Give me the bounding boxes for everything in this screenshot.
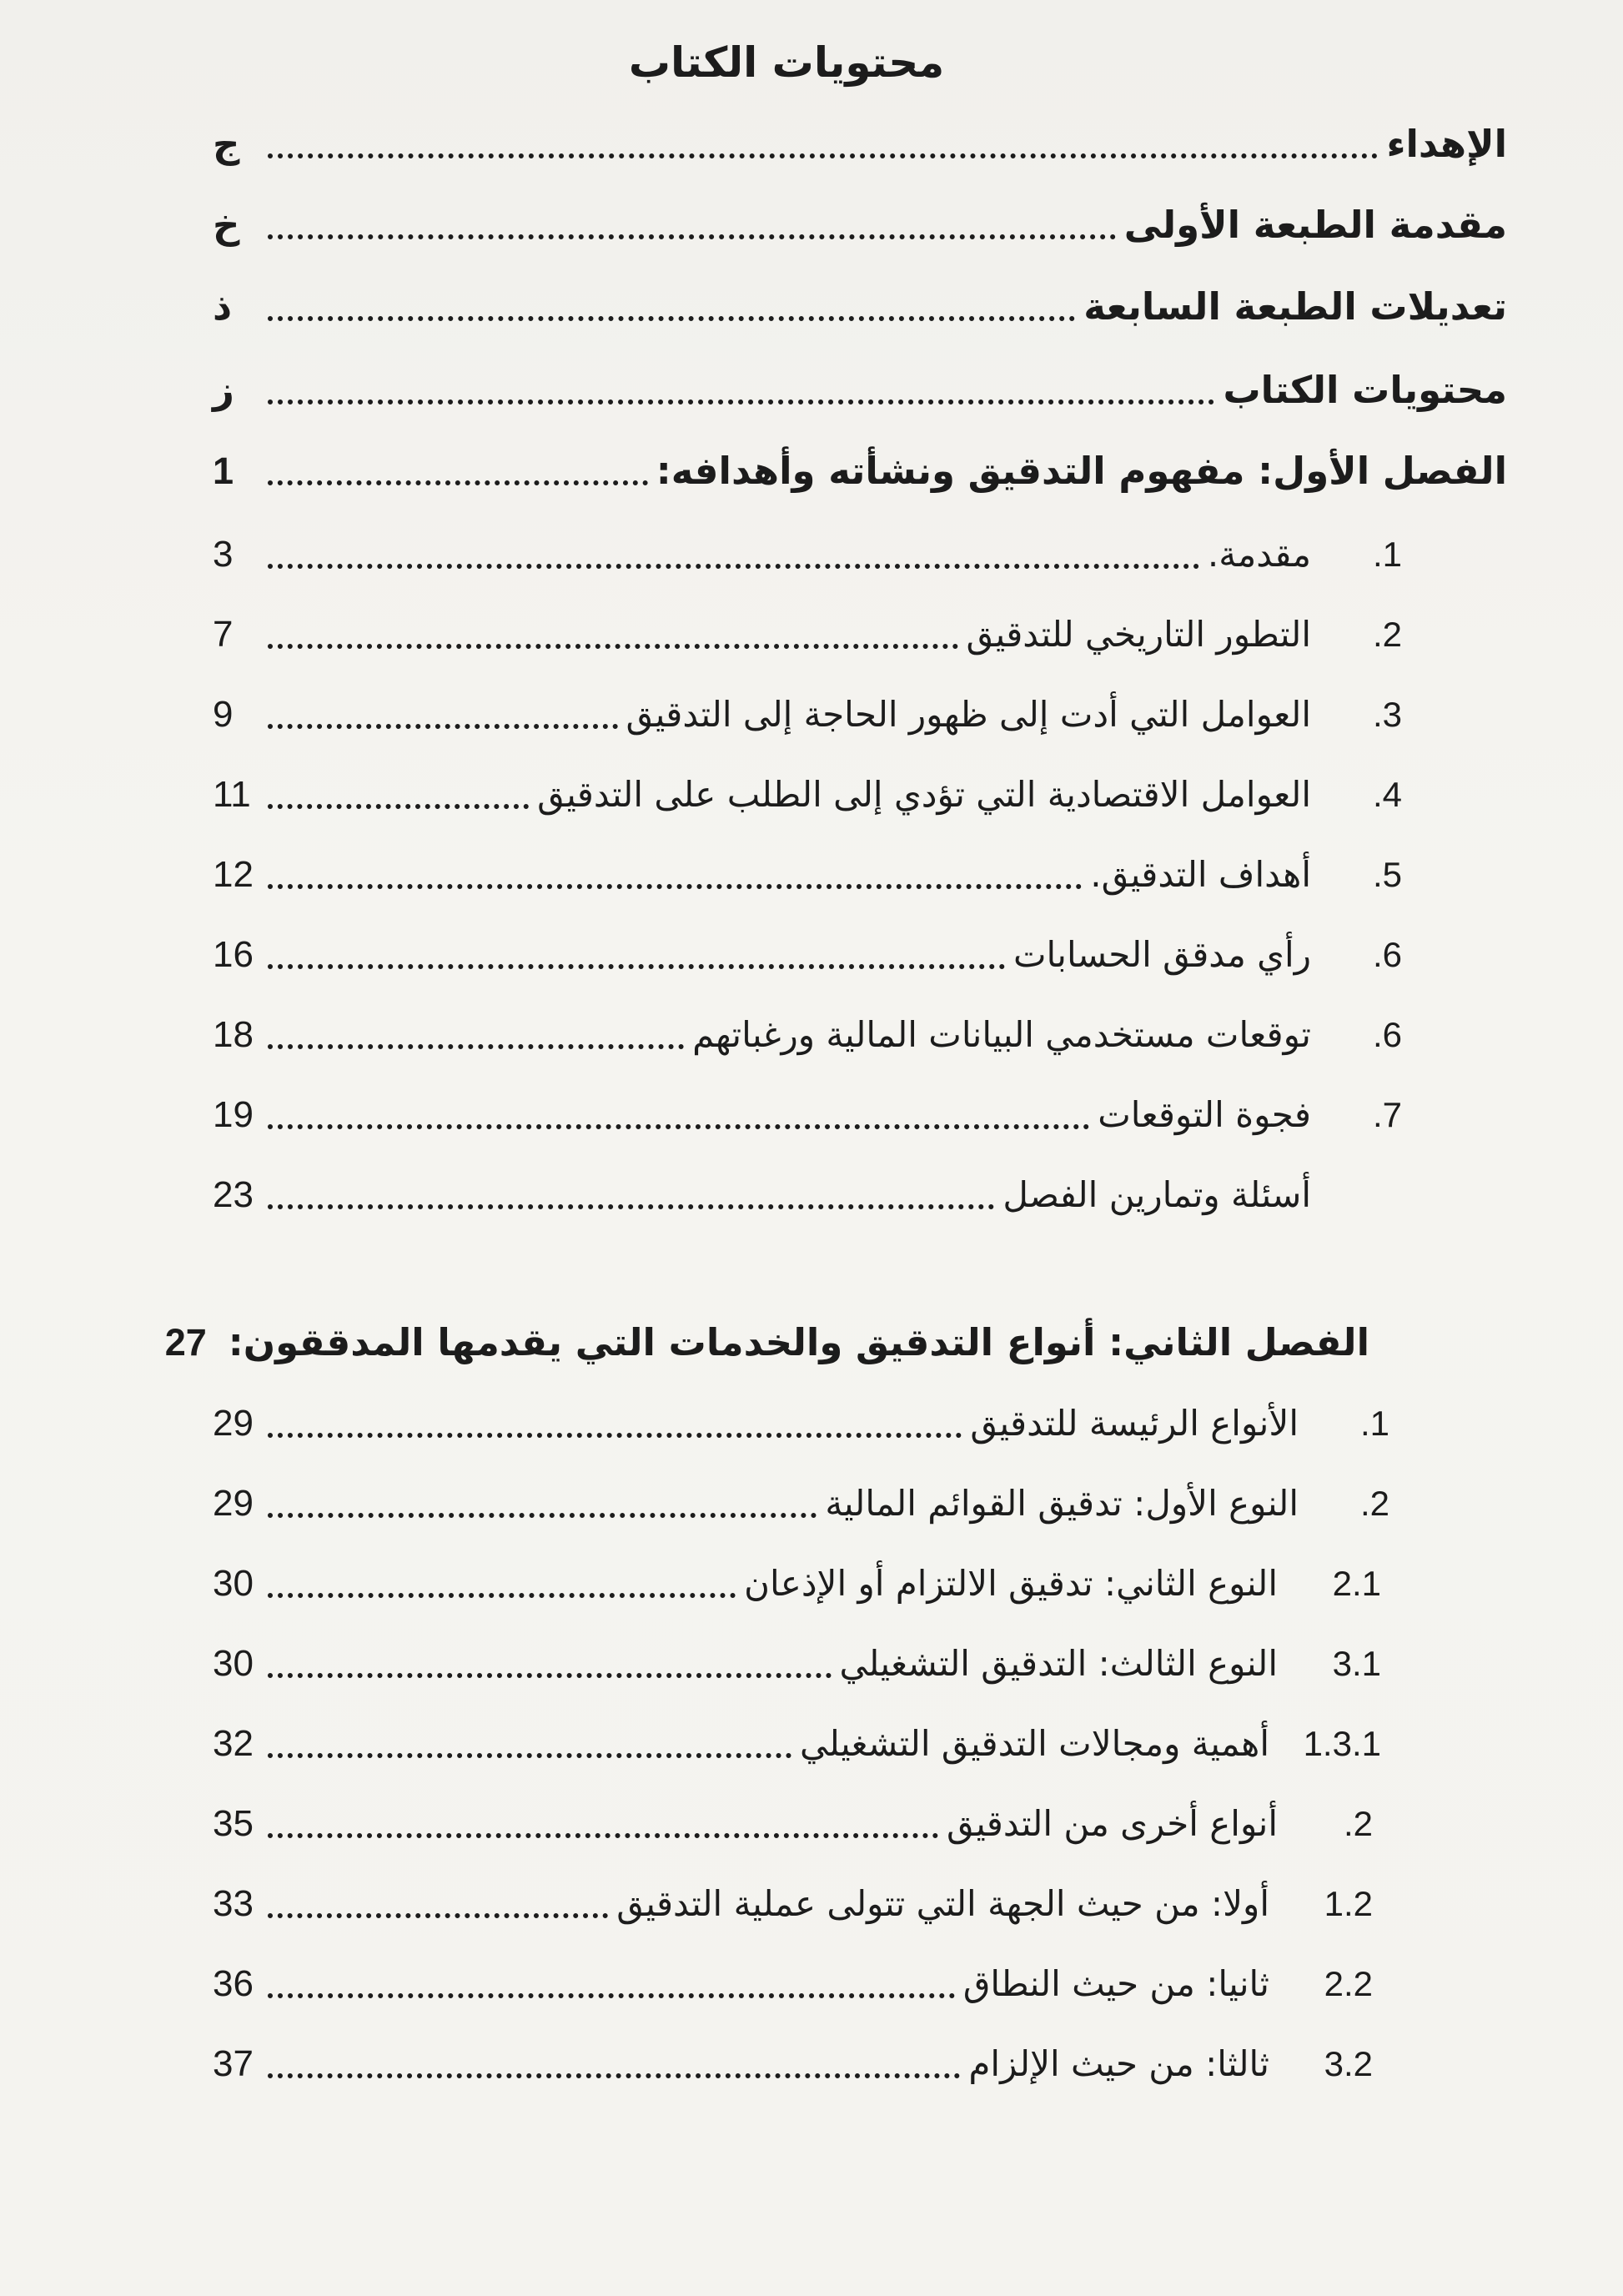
toc-item bbox=[213, 1875, 1373, 1933]
toc-item-label: رأي مدقق الحسابات bbox=[1012, 934, 1311, 975]
toc-item bbox=[213, 2035, 1373, 2093]
dot-leader bbox=[268, 564, 1199, 569]
toc-item-label: توقعات مستخدمي البيانات المالية ورغباتهم bbox=[692, 1014, 1311, 1055]
item-number: 2. bbox=[1359, 1484, 1389, 1523]
toc-page-number: 36 bbox=[213, 1963, 254, 2004]
item-number: 1.3.1 bbox=[1303, 1724, 1381, 1763]
toc-item bbox=[213, 1635, 1381, 1693]
dot-leader bbox=[268, 1673, 832, 1678]
toc-item bbox=[213, 1006, 1402, 1064]
toc-entry-first-edition-intro bbox=[213, 196, 1510, 254]
toc-item bbox=[213, 1475, 1389, 1533]
toc-entry-label: مقدمة الطبعة الأولى bbox=[1123, 203, 1507, 247]
toc-entry-seventh-edition-changes bbox=[213, 278, 1510, 336]
dot-leader bbox=[268, 1204, 994, 1209]
dot-leader bbox=[268, 1913, 608, 1918]
toc-page-number: 29 bbox=[213, 1483, 254, 1524]
item-number: 2.2 bbox=[1324, 1964, 1373, 2003]
item-number: 1. bbox=[1372, 535, 1402, 574]
toc-page-number: 3 bbox=[213, 534, 234, 575]
item-number: 1. bbox=[1359, 1404, 1389, 1443]
toc-item bbox=[213, 1955, 1373, 2013]
toc-page-number: ز bbox=[213, 368, 234, 412]
toc-item bbox=[213, 686, 1402, 744]
toc-page-number: 35 bbox=[213, 1803, 254, 1844]
dot-leader bbox=[268, 2073, 960, 2078]
dot-leader bbox=[268, 1124, 1089, 1129]
toc-page-number: 1 bbox=[213, 450, 234, 492]
toc-item-label: أولا: من حيث الجهة التي تتولى عملية التدقيق bbox=[616, 1883, 1269, 1924]
toc-page-number: 11 bbox=[213, 774, 251, 815]
toc-item-label: أنواع أخرى من التدقيق bbox=[947, 1803, 1278, 1844]
dot-leader bbox=[268, 234, 1116, 239]
chapter-heading-label: الفصل الثاني: أنواع التدقيق والخدمات التي يقدمها المدققون: bbox=[228, 1320, 1369, 1364]
dot-leader bbox=[268, 399, 1214, 404]
toc-page-number: 16 bbox=[213, 934, 254, 975]
toc-item-chapter-questions bbox=[213, 1166, 1402, 1224]
toc-item-label: أهمية ومجالات التدقيق التشغيلي bbox=[800, 1723, 1269, 1764]
item-number: 1.2 bbox=[1324, 1884, 1373, 1923]
toc-entry-dedication bbox=[213, 115, 1510, 173]
toc-page-number: خ bbox=[213, 203, 240, 247]
dot-leader bbox=[268, 724, 618, 729]
item-number: 4. bbox=[1372, 775, 1402, 814]
dot-leader bbox=[268, 1044, 684, 1049]
toc-page-number: 23 bbox=[213, 1174, 254, 1215]
item-number: 2.1 bbox=[1332, 1564, 1381, 1603]
toc-page-number: ج bbox=[213, 122, 240, 166]
toc-entry-label: محتويات الكتاب bbox=[1223, 368, 1507, 412]
toc-item bbox=[213, 605, 1402, 664]
page-title bbox=[0, 33, 1623, 92]
toc-item-label: النوع الأول: تدقيق القوائم المالية bbox=[825, 1483, 1299, 1524]
dot-leader bbox=[268, 1833, 938, 1838]
item-number: 2. bbox=[1372, 615, 1402, 654]
toc-item-label: أهداف التدقيق. bbox=[1090, 854, 1311, 895]
toc-entry-book-contents bbox=[213, 361, 1510, 420]
dot-leader bbox=[268, 804, 529, 809]
dot-leader bbox=[268, 480, 648, 485]
toc-page-number: 32 bbox=[213, 1723, 254, 1764]
toc-page-number: 7 bbox=[213, 614, 234, 655]
dot-leader bbox=[268, 884, 1082, 889]
dot-leader bbox=[268, 1993, 955, 1998]
toc-item bbox=[213, 766, 1402, 824]
dot-leader bbox=[268, 316, 1075, 321]
toc-page-number: 29 bbox=[213, 1403, 254, 1444]
toc-item-label: النوع الثالث: التدقيق التشغيلي bbox=[839, 1643, 1278, 1684]
toc-page-number: 30 bbox=[213, 1563, 254, 1604]
toc-item-label: أسئلة وتمارين الفصل bbox=[1002, 1174, 1311, 1215]
toc-page-number: 12 bbox=[213, 854, 254, 895]
toc-page-number: 33 bbox=[213, 1883, 254, 1924]
toc-item bbox=[213, 1086, 1402, 1144]
chapter-1-heading bbox=[213, 442, 1510, 500]
toc-item-label: الأنواع الرئيسة للتدقيق bbox=[970, 1403, 1299, 1444]
dot-leader bbox=[268, 964, 1005, 969]
toc-item-label: العوامل التي أدت إلى ظهور الحاجة إلى التدقيق bbox=[626, 694, 1311, 735]
item-number: 5. bbox=[1372, 855, 1402, 894]
toc-page-number: ذ bbox=[213, 284, 233, 329]
item-number: 3. bbox=[1372, 695, 1402, 734]
toc-item bbox=[213, 846, 1402, 904]
item-number: 3.2 bbox=[1324, 2044, 1373, 2083]
toc-item-label: التطور التاريخي للتدقيق bbox=[966, 614, 1311, 655]
item-number: 2. bbox=[1343, 1804, 1373, 1843]
dot-leader bbox=[268, 153, 1378, 158]
toc-page-number: 30 bbox=[213, 1643, 254, 1684]
toc-item bbox=[213, 1715, 1381, 1773]
item-number: 7. bbox=[1372, 1095, 1402, 1134]
item-number: 6. bbox=[1372, 1015, 1402, 1054]
toc-item-label: مقدمة. bbox=[1207, 534, 1311, 575]
toc-item-label: فجوة التوقعات bbox=[1098, 1094, 1311, 1135]
toc-item-label: ثالثا: من حيث الإلزام bbox=[968, 2043, 1269, 2084]
toc-item-label: ثانيا: من حيث النطاق bbox=[962, 1963, 1269, 2004]
dot-leader bbox=[268, 1433, 962, 1438]
toc-entry-label: تعديلات الطبعة السابعة bbox=[1083, 284, 1507, 329]
toc-page-number: 18 bbox=[213, 1014, 254, 1055]
toc-item bbox=[213, 1795, 1373, 1853]
dot-leader bbox=[268, 644, 958, 649]
page-title-text: محتويات الكتاب bbox=[628, 38, 945, 87]
toc-page-number: 9 bbox=[213, 694, 234, 735]
toc-page-number: 27 bbox=[164, 1321, 207, 1364]
toc-item-label: العوامل الاقتصادية التي تؤدي إلى الطلب على التدقيق bbox=[537, 774, 1311, 815]
toc-item-label: النوع الثاني: تدقيق الالتزام أو الإذعان bbox=[744, 1563, 1278, 1604]
item-number: 6. bbox=[1372, 935, 1402, 974]
chapter-2-heading bbox=[164, 1314, 1373, 1372]
item-number: 3.1 bbox=[1332, 1644, 1381, 1683]
dot-leader bbox=[268, 1753, 791, 1758]
chapter-heading-label: الفصل الأول: مفهوم التدقيق ونشأته وأهدافه: bbox=[656, 449, 1507, 493]
toc-entry-label: الإهداء bbox=[1386, 122, 1507, 166]
toc-item bbox=[213, 1394, 1389, 1453]
toc-item bbox=[213, 1555, 1381, 1613]
toc-item bbox=[213, 926, 1402, 984]
dot-leader bbox=[268, 1513, 817, 1518]
dot-leader bbox=[268, 1593, 736, 1598]
toc-item bbox=[213, 525, 1402, 584]
toc-page-number: 19 bbox=[213, 1094, 254, 1135]
toc-page-number: 37 bbox=[213, 2043, 254, 2084]
